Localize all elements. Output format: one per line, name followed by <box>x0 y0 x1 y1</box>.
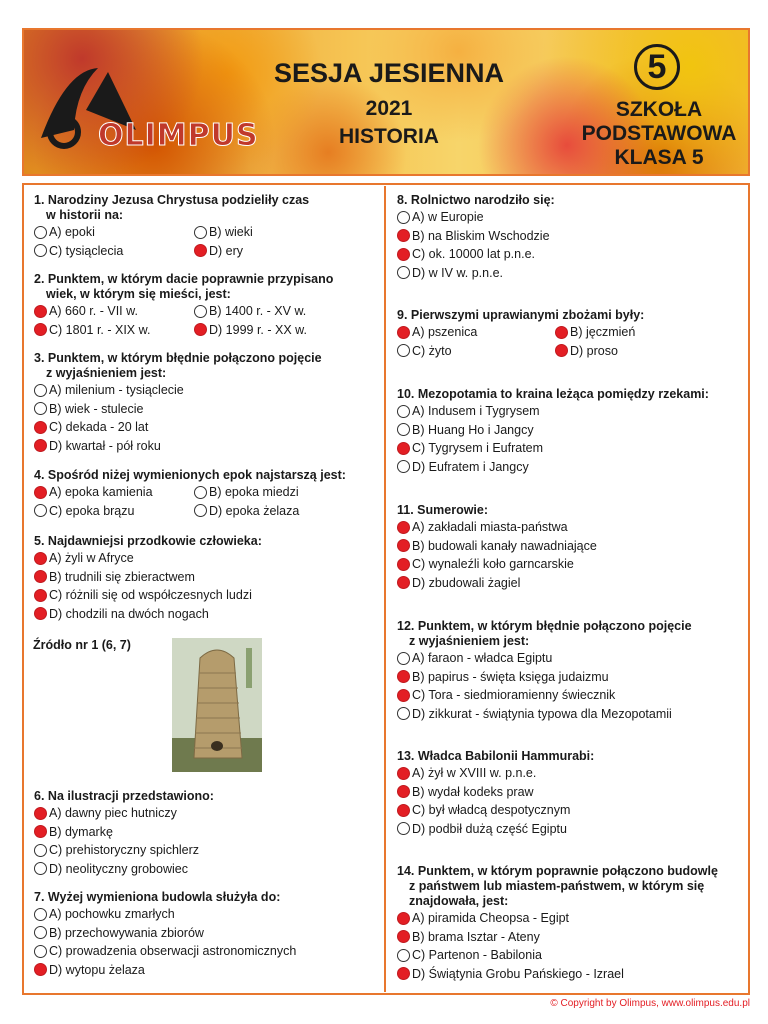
option-c[interactable]: C) dekada - 20 lat <box>34 418 322 437</box>
answer-bubble[interactable] <box>397 211 410 224</box>
question-text: 8. Rolnictwo narodziło się: <box>397 193 555 207</box>
question-text: 9. Pierwszymi uprawianymi zbożami były: <box>397 308 645 322</box>
school-level <box>569 98 749 170</box>
option-c[interactable]: C) 1801 r. - XIX w. <box>34 321 194 340</box>
answer-bubble[interactable] <box>397 912 410 925</box>
answer-bubble[interactable] <box>34 305 47 318</box>
option-d[interactable]: D) chodzili na dwóch nogach <box>34 605 262 624</box>
option-b[interactable]: B) przechowywania zbiorów <box>34 924 296 943</box>
answer-bubble[interactable] <box>34 844 47 857</box>
furnace-illustration <box>172 638 262 772</box>
option-b[interactable]: B) jęczmień <box>555 323 725 342</box>
session-title: SESJA JESIENNA <box>273 58 505 88</box>
answer-bubble[interactable] <box>34 244 47 257</box>
option-d[interactable]: D) neolityczny grobowiec <box>34 860 214 879</box>
answer-bubble[interactable] <box>397 707 410 720</box>
question-4 <box>34 468 364 520</box>
answer-bubble[interactable] <box>397 949 410 962</box>
answer-bubble[interactable] <box>34 926 47 939</box>
answer-bubble[interactable] <box>397 804 410 817</box>
answer-bubble[interactable] <box>397 576 410 589</box>
question-text: 3. Punktem, w którym błędnie połączono pojęcie z wyjaśnieniem jest: <box>34 351 322 380</box>
year-label: 2021 <box>365 97 413 120</box>
option-d[interactable]: D) proso <box>555 342 725 361</box>
bloomery-furnace-photo <box>172 638 262 772</box>
option-d[interactable]: D) Świątynia Grobu Pańskiego - Izrael <box>397 965 718 984</box>
option-c[interactable]: C) epoka brązu <box>34 502 194 521</box>
answer-bubble[interactable] <box>397 558 410 571</box>
question-8 <box>397 193 555 282</box>
question-7 <box>34 890 296 979</box>
option-d[interactable]: D) zbudowali żagiel <box>397 574 597 593</box>
option-b[interactable]: B) epoka miedzi <box>194 483 364 502</box>
question-text: 1. Narodziny Jezusa Chrystusa podzieliły czas w historii na: <box>34 193 310 222</box>
answer-bubble[interactable] <box>34 807 47 820</box>
answer-bubble[interactable] <box>555 344 568 357</box>
option-b[interactable]: B) brama Isztar - Ateny <box>397 928 718 947</box>
answer-bubble[interactable] <box>34 862 47 875</box>
answer-bubble[interactable] <box>555 326 568 339</box>
option-a[interactable]: A) faraon - władca Egiptu <box>397 649 692 668</box>
answer-bubble[interactable] <box>34 384 47 397</box>
logo-text: OLIMPUS <box>98 118 259 153</box>
option-a[interactable]: A) milenium - tysiąclecie <box>34 381 322 400</box>
answer-bubble[interactable] <box>397 442 410 455</box>
option-d[interactable]: D) w IV w. p.n.e. <box>397 264 555 283</box>
answer-bubble[interactable] <box>397 539 410 552</box>
option-d[interactable]: D) wytopu żelaza <box>34 961 296 980</box>
answer-bubble[interactable] <box>34 963 47 976</box>
option-c[interactable]: C) ok. 10000 lat p.n.e. <box>397 245 555 264</box>
answer-bubble[interactable] <box>397 423 410 436</box>
answer-bubble[interactable] <box>34 552 47 565</box>
option-d[interactable]: D) 1999 r. - XX w. <box>194 321 364 340</box>
option-c[interactable]: C) żyto <box>397 342 555 361</box>
answer-bubble[interactable] <box>194 226 207 239</box>
option-b[interactable]: B) wieki <box>194 223 364 242</box>
answer-bubble[interactable] <box>34 589 47 602</box>
option-d[interactable]: D) zikkurat - świątynia typowa dla Mezopotamii <box>397 705 692 724</box>
question-text: 11. Sumerowie: <box>397 503 489 517</box>
option-a[interactable]: A) Indusem i Tygrysem <box>397 402 709 421</box>
answer-bubble[interactable] <box>34 908 47 921</box>
option-c[interactable]: C) wynaleźli koło garncarskie <box>397 555 597 574</box>
option-c[interactable]: C) Tora - siedmioramienny świecznik <box>397 686 692 705</box>
option-a[interactable]: A) epoki <box>34 223 194 242</box>
option-b[interactable]: B) na Bliskim Wschodzie <box>397 227 555 246</box>
answer-bubble[interactable] <box>397 344 410 357</box>
question-text: 2. Punktem, w którym dacie poprawnie przypisano wiek, w którym się mieści, jest: <box>34 272 334 301</box>
question-1 <box>34 193 364 260</box>
option-b[interactable]: B) dymarkę <box>34 823 214 842</box>
answer-bubble[interactable] <box>34 825 47 838</box>
option-b[interactable]: B) papirus - święta księga judaizmu <box>397 668 692 687</box>
question-text: 12. Punktem, w którym błędnie połączono pojęcie z wyjaśnieniem jest: <box>397 619 692 648</box>
olimpus-logo <box>36 60 259 160</box>
option-c[interactable]: C) Tygrysem i Eufratem <box>397 439 709 458</box>
level-number-badge: 5 <box>634 44 680 90</box>
answer-bubble[interactable] <box>34 945 47 958</box>
question-text: 4. Spośród niżej wymienionych epok najstarszą jest: <box>34 468 346 482</box>
answer-bubble[interactable] <box>397 460 410 473</box>
option-a[interactable]: A) zakładali miasta-państwa <box>397 518 597 537</box>
answer-bubble[interactable] <box>194 486 207 499</box>
answer-bubble[interactable] <box>194 504 207 517</box>
answer-bubble[interactable] <box>34 323 47 336</box>
answer-bubble[interactable] <box>397 229 410 242</box>
answer-bubble[interactable] <box>34 570 47 583</box>
answer-bubble[interactable] <box>34 226 47 239</box>
school-line-1: SZKOŁA <box>615 98 703 121</box>
option-d[interactable]: D) kwartał - pół roku <box>34 437 322 456</box>
subject-label: HISTORIA <box>339 125 439 148</box>
question-text: 10. Mezopotamia to kraina leżąca pomiędzy rzekami: <box>397 387 709 401</box>
option-d[interactable]: D) Eufratem i Jangcy <box>397 458 709 477</box>
answer-bubble[interactable] <box>397 521 410 534</box>
answer-bubble[interactable] <box>194 244 207 257</box>
question-2 <box>34 272 364 339</box>
option-d[interactable]: D) podbił dużą część Egiptu <box>397 820 594 839</box>
option-a[interactable]: A) w Europie <box>397 208 555 227</box>
answer-bubble[interactable] <box>194 305 207 318</box>
option-a[interactable]: A) epoka kamienia <box>34 483 194 502</box>
question-13 <box>397 749 594 838</box>
answer-bubble[interactable] <box>34 439 47 452</box>
question-10 <box>397 387 709 476</box>
answer-bubble[interactable] <box>397 767 410 780</box>
option-c[interactable]: C) różnili się od współczesnych ludzi <box>34 586 262 605</box>
option-d[interactable]: D) epoka żelaza <box>194 502 364 521</box>
source-label: Źródło nr 1 (6, 7) <box>33 638 131 652</box>
option-a[interactable]: A) żyli w Afryce <box>34 549 262 568</box>
header-banner <box>22 28 750 176</box>
answer-bubble[interactable] <box>397 266 410 279</box>
answer-bubble[interactable] <box>397 405 410 418</box>
column-divider <box>384 186 386 992</box>
question-14 <box>397 864 718 983</box>
option-c[interactable]: C) prehistoryczny spichlerz <box>34 841 214 860</box>
answer-bubble[interactable] <box>397 785 410 798</box>
school-line-3: KLASA 5 <box>614 146 704 169</box>
question-text: 5. Najdawniejsi przodkowie człowieka: <box>34 534 262 548</box>
answer-bubble[interactable] <box>397 326 410 339</box>
answer-bubble[interactable] <box>397 248 410 261</box>
title-block <box>269 58 509 149</box>
option-b[interactable]: B) 1400 r. - XV w. <box>194 302 364 321</box>
option-b[interactable]: B) wydał kodeks praw <box>397 783 594 802</box>
answer-bubble[interactable] <box>34 504 47 517</box>
answer-bubble[interactable] <box>397 689 410 702</box>
option-a[interactable]: A) żył w XVIII w. p.n.e. <box>397 764 594 783</box>
question-text: 6. Na ilustracji przedstawiono: <box>34 789 214 803</box>
answer-bubble[interactable] <box>34 486 47 499</box>
option-c[interactable]: C) Partenon - Babilonia <box>397 946 718 965</box>
answer-bubble[interactable] <box>397 967 410 980</box>
answer-bubble[interactable] <box>34 607 47 620</box>
answer-bubble[interactable] <box>397 670 410 683</box>
question-3 <box>34 351 322 455</box>
question-text: 13. Władca Babilonii Hammurabi: <box>397 749 595 763</box>
option-d[interactable]: D) ery <box>194 242 364 261</box>
question-6 <box>34 789 214 878</box>
question-text: 14. Punktem, w którym poprawnie połączono budowlę z państwem lub miastem-państwem, w którym się znajdowała, jest: <box>397 864 718 908</box>
answer-bubble[interactable] <box>194 323 207 336</box>
school-line-2: PODSTAWOWA <box>581 122 737 145</box>
answer-bubble[interactable] <box>397 652 410 665</box>
option-a[interactable]: A) pszenica <box>397 323 555 342</box>
question-5 <box>34 534 262 623</box>
option-b[interactable]: B) Huang Ho i Jangcy <box>397 421 709 440</box>
option-b[interactable]: B) wiek - stulecie <box>34 400 322 419</box>
option-a[interactable]: A) 660 r. - VII w. <box>34 302 194 321</box>
copyright-footer: © Copyright by Olimpus, www.olimpus.edu.pl <box>550 998 750 1009</box>
option-b[interactable]: B) trudnili się zbieractwem <box>34 568 262 587</box>
option-c[interactable]: C) tysiąclecia <box>34 242 194 261</box>
answer-bubble[interactable] <box>397 822 410 835</box>
option-c[interactable]: C) był władcą despotycznym <box>397 801 594 820</box>
option-b[interactable]: B) budowali kanały nawadniające <box>397 537 597 556</box>
question-text: 7. Wyżej wymieniona budowla służyła do: <box>34 890 281 904</box>
answer-bubble[interactable] <box>34 421 47 434</box>
question-9 <box>397 308 725 360</box>
option-c[interactable]: C) prowadzenia obserwacji astronomicznych <box>34 942 296 961</box>
option-a[interactable]: A) dawny piec hutniczy <box>34 804 214 823</box>
option-a[interactable]: A) pochowku zmarłych <box>34 905 296 924</box>
question-11 <box>397 503 597 592</box>
question-12 <box>397 619 692 723</box>
answer-bubble[interactable] <box>34 402 47 415</box>
answer-bubble[interactable] <box>397 930 410 943</box>
option-a[interactable]: A) piramida Cheopsa - Egipt <box>397 909 718 928</box>
